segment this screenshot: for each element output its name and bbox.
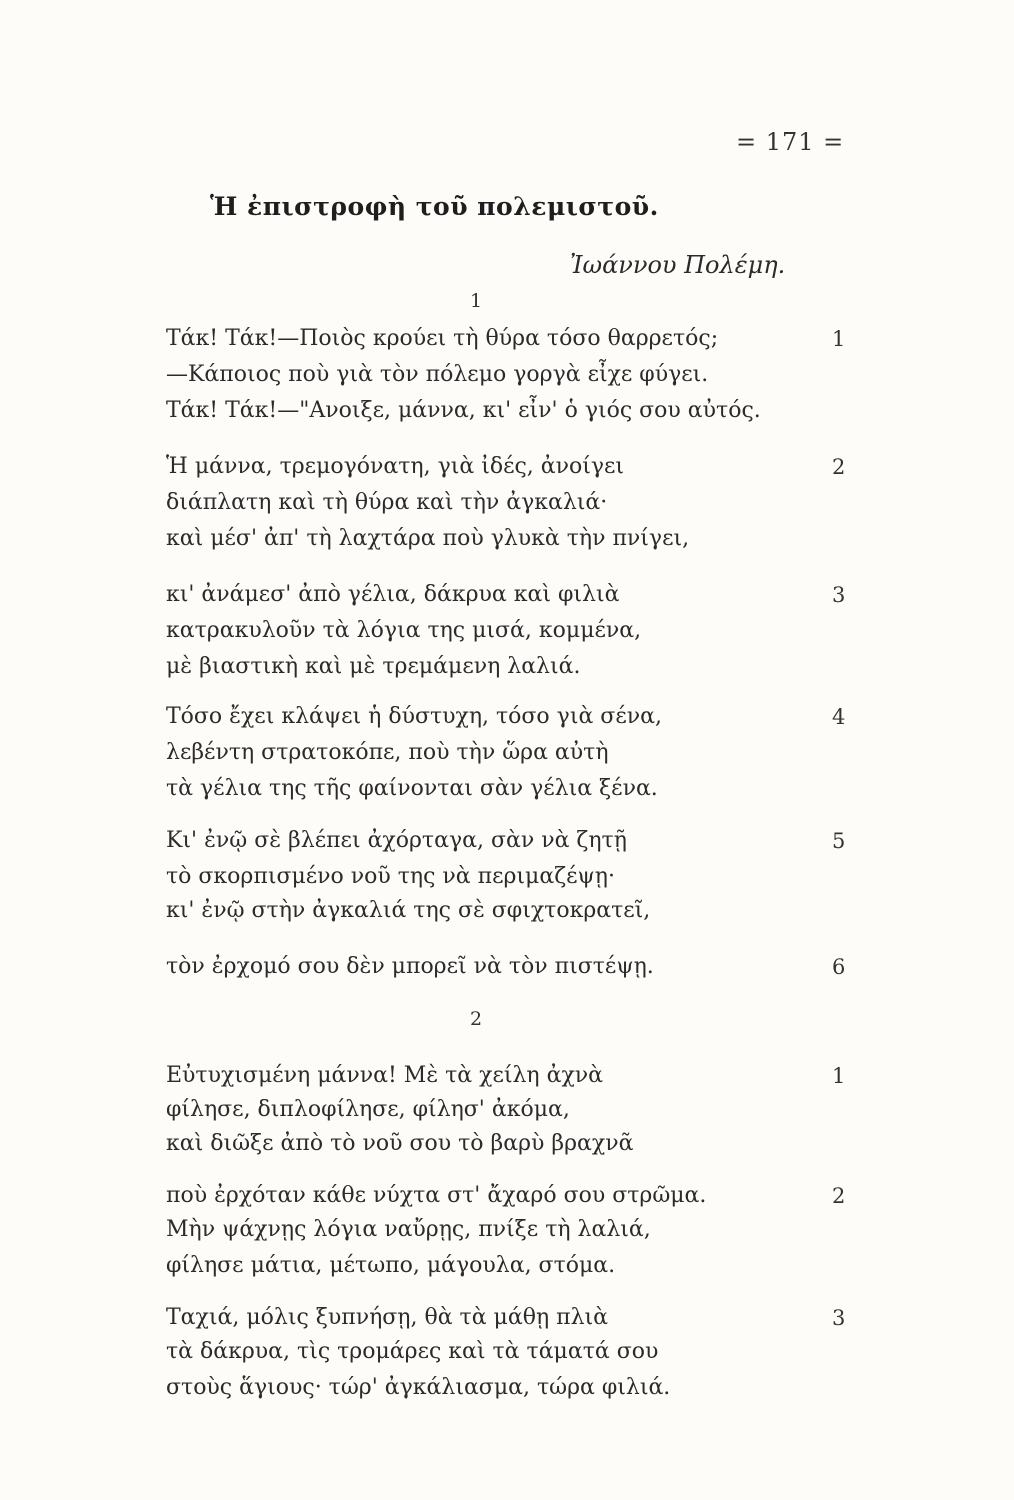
poem-author: Ἰωάννου Πολέμη. xyxy=(570,251,786,279)
poem-line: Τόσο ἔχει κλάψει ἡ δύστυχη, τόσο γιὰ σένα, xyxy=(166,704,662,729)
poem-line: Εὐτυχισμένη μάννα! Μὲ τὰ χείλη ἀχνὰ xyxy=(166,1063,604,1088)
stanza-number: 1 xyxy=(832,327,846,351)
poem-line: καὶ μέσ' ἀπ' τὴ λαχτάρα ποὺ γλυκὰ τὴν πνίγει, xyxy=(166,526,690,551)
poem-line: φίλησε μάτια, μέτωπο, μάγουλα, στόμα. xyxy=(166,1253,616,1278)
stanza-number: 4 xyxy=(832,705,846,729)
poem-line: κι' ἀνάμεσ' ἀπὸ γέλια, δάκρυα καὶ φιλιὰ xyxy=(166,582,620,607)
poem-line: Τάκ! Τάκ!—"Ανοιξε, μάννα, κι' εἶν' ὁ γιός σου αὐτός. xyxy=(166,398,761,423)
stanza-number: 5 xyxy=(832,829,846,853)
poem-line: καὶ διῶξε ἀπὸ τὸ νοῦ σου τὸ βαρὺ βραχνᾶ xyxy=(166,1131,634,1156)
stanza-number: 6 xyxy=(832,955,846,979)
stanza-number: 3 xyxy=(832,583,846,607)
poem-line: τὰ γέλια της τῆς φαίνονται σὰν γέλια ξένα. xyxy=(166,776,658,801)
poem-line: Μὴν ψάχνῃς λόγια ναὔρῃς, πνίξε τὴ λαλιά, xyxy=(166,1217,651,1242)
page-number: = 171 = xyxy=(736,128,845,156)
part-number: 1 xyxy=(470,290,483,312)
poem-title: Ἡ ἐπιστροφὴ τοῦ πολεμιστοῦ. xyxy=(210,192,659,221)
stanza-number: 2 xyxy=(832,1184,846,1208)
poem-line: Ἡ μάννα, τρεμογόνατη, γιὰ ἰδές, ἀνοίγει xyxy=(166,454,625,479)
poem-line: Κι' ἐνῷ σὲ βλέπει ἀχόρταγα, σὰν νὰ ζητῇ xyxy=(166,828,627,853)
stanza-number: 1 xyxy=(832,1064,846,1088)
poem-line: λεβέντη στρατοκόπε, ποὺ τὴν ὥρα αὐτὴ xyxy=(166,740,609,765)
poem-line: τὸ σκορπισμένο νοῦ της νὰ περιμαζέψῃ· xyxy=(166,864,615,889)
poem-line: Ταχιά, μόλις ξυπνήσῃ, θὰ τὰ μάθῃ πλιὰ xyxy=(166,1305,609,1330)
poem-line: τὰ δάκρυα, τὶς τρομάρες καὶ τὰ τάματά σου xyxy=(166,1339,659,1364)
stanza-number: 3 xyxy=(832,1306,846,1330)
poem-line: στοὺς ἅγιους· τώρ' ἀγκάλιασμα, τώρα φιλιά. xyxy=(166,1375,671,1400)
poem-line: φίλησε, διπλοφίλησε, φίλησ' ἀκόμα, xyxy=(166,1097,570,1122)
poem-line: κατρακυλοῦν τὰ λόγια της μισά, κομμένα, xyxy=(166,618,642,643)
poem-line: διάπλατη καὶ τὴ θύρα καὶ τὴν ἀγκαλιά· xyxy=(166,490,608,515)
poem-line: κι' ἐνῷ στὴν ἀγκαλιά της σὲ σφιχτοκρατεῖ, xyxy=(166,898,651,923)
poem-line: —Κάποιος ποὺ γιὰ τὸν πόλεμο γοργὰ εἶχε φύγει. xyxy=(166,362,709,387)
poem-line: ποὺ ἐρχόταν κάθε νύχτα στ' ἄχαρό σου στρῶμα. xyxy=(166,1183,707,1208)
poem-line: Τάκ! Τάκ!—Ποιὸς κρούει τὴ θύρα τόσο θαρρετός; xyxy=(166,326,719,351)
stanza-number: 2 xyxy=(832,455,846,479)
poem-line: τὸν ἐρχομό σου δὲν μπορεῖ νὰ τὸν πιστέψῃ. xyxy=(166,954,654,979)
poem-line: μὲ βιαστικὴ καὶ μὲ τρεμάμενη λαλιά. xyxy=(166,654,581,679)
part-number: 2 xyxy=(470,1008,483,1030)
